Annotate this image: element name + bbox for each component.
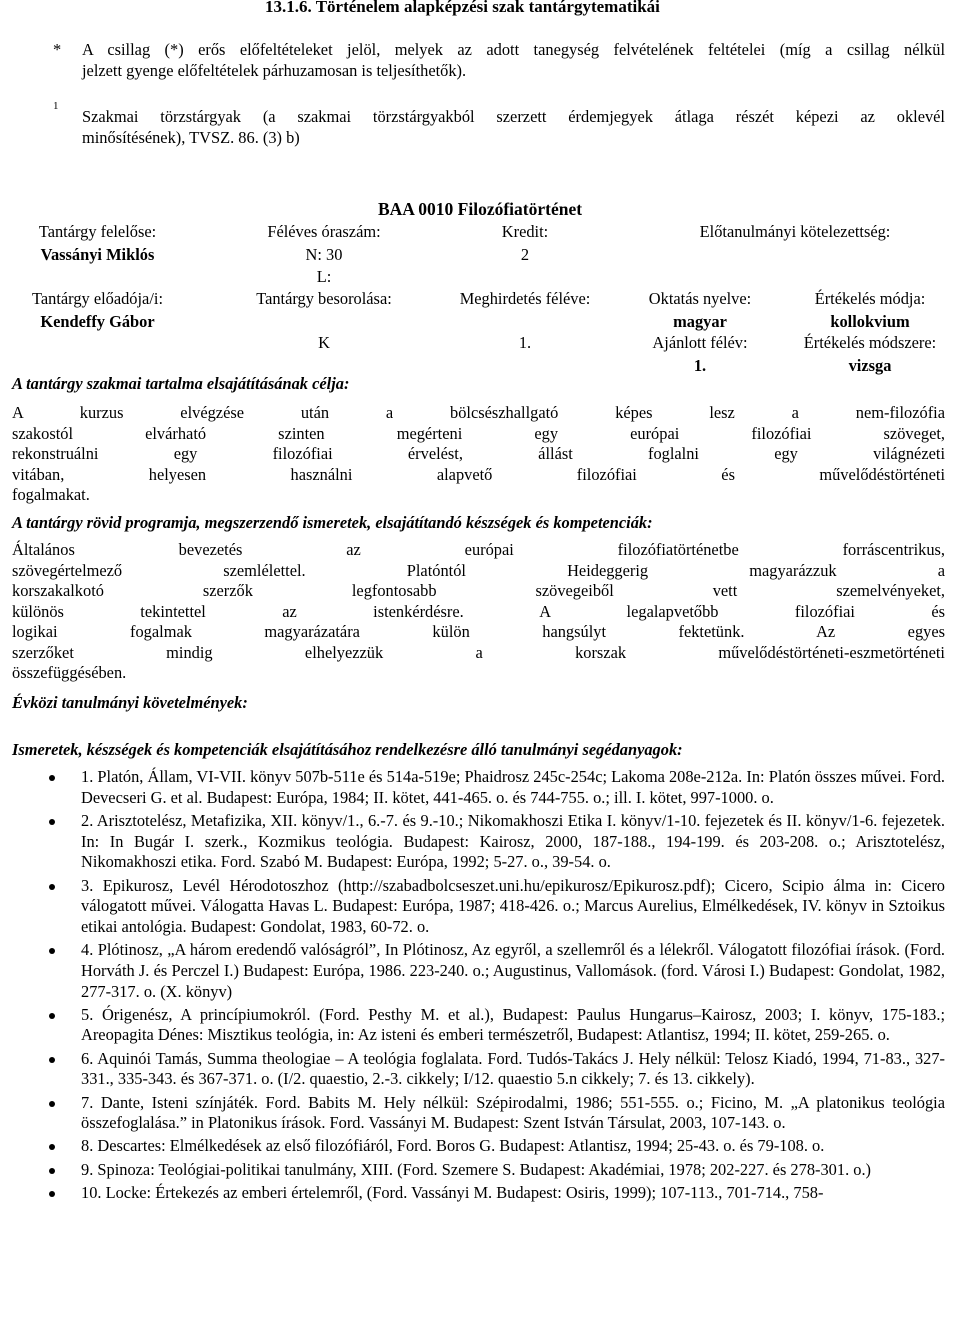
list-item bbox=[0, 1183, 945, 1204]
materials-heading: Ismeretek, készségek és kompetenciák elsajátításához rendelkezésre álló tanulmányi segédanyagok: bbox=[12, 740, 683, 759]
language-value: magyar bbox=[673, 312, 727, 331]
lecturer-name: Kendeffy Gábor bbox=[40, 312, 155, 331]
eval-method-label: Értékelés módszere: bbox=[803, 333, 937, 352]
semester-label: Meghirdetés féléve: bbox=[459, 289, 591, 308]
eval-method-value: vizsga bbox=[848, 356, 892, 375]
list-item bbox=[0, 767, 945, 808]
star-note-line: A csillag (*) erős előfeltételeket jelöl, melyek az adott tanegység felvételének feltételei (míg a csillag nélkül bbox=[82, 40, 945, 59]
materials-list bbox=[0, 767, 945, 1206]
bullet-icon bbox=[49, 1191, 55, 1197]
responsible-name: Vassányi Miklós bbox=[40, 245, 155, 264]
bullet-icon bbox=[49, 884, 55, 890]
list-item bbox=[0, 811, 945, 873]
list-item bbox=[0, 1160, 945, 1181]
program-line: korszakalkotó szerzők legfontosabb szövegeiből vett szemelvényeket, bbox=[12, 581, 945, 600]
star-note-line: jelzett gyenge előfeltételek párhuzamosan is teljesíthetők). bbox=[82, 61, 467, 80]
footnote-line: Szakmai törzstárgyak (a szakmai törzstárgyakból szerzett érdemjegyek átlaga részét képezi az oklevél bbox=[82, 107, 945, 126]
bullet-icon bbox=[49, 1144, 55, 1150]
goal-line: fogalmakat. bbox=[12, 485, 90, 504]
semester-value: 1. bbox=[518, 333, 532, 352]
program-line: összefüggésében. bbox=[12, 663, 127, 682]
bullet-icon bbox=[49, 1101, 55, 1107]
list-item bbox=[0, 1136, 945, 1157]
list-item bbox=[0, 1093, 945, 1134]
goal-line: szakostól elvárható szinten megérteni egy európai filozófiai szöveget, bbox=[12, 423, 945, 443]
lecturer-label: Tantárgy előadója/i: bbox=[32, 289, 163, 308]
program-line: szerzőket mindig elhelyezzük a korszak művelődéstörténeti-eszmetörténeti bbox=[12, 642, 945, 662]
recommended-value: 1. bbox=[693, 356, 707, 375]
reference-text: 4. Plótinosz, „A három eredendő valóságról”, In Plótinosz, Az egyről, a szellemről és a lélekről. Válogatott filozófiai írások. (Ford. Horváth J. és Perczel I.) Budapest: Európa, 1986. 223-240. o.; Augustinus, Vallomások. (ford. Városi I.) Budapest: Gondolat, 1982, 277-317. o. (X. könyv) bbox=[81, 940, 945, 1001]
program-line: logikai fogalmak magyarázatára külön hangsúlyt fektetünk. Az egyes bbox=[12, 622, 945, 641]
star-note-mark: * bbox=[53, 40, 62, 59]
bullet-icon bbox=[49, 775, 55, 781]
program-text bbox=[12, 540, 945, 684]
list-item bbox=[0, 1049, 945, 1090]
recommended-label: Ajánlott félév: bbox=[652, 333, 748, 352]
bullet-icon bbox=[49, 1168, 55, 1174]
reference-text: 6. Aquinói Tamás, Summa theologiae – A teológia foglalata. Ford. Tudós-Takács J. Hely nélkül: Telosz Kiadó, 1994, 71-83., 327-331., 335-343. és 367-371. o. (I/2. quaestio, 2.-3. cikkely; I/12. quaestio 5.n cikkely; 7. és 13. cikkely). bbox=[81, 1048, 945, 1089]
responsible-label: Tantárgy felelőse: bbox=[38, 222, 157, 241]
goal-heading: A tantárgy szakmai tartalma elsajátításának célja: bbox=[12, 374, 350, 393]
goal-line: A kurzus elvégzése után a bölcsészhallgató képes lesz a nem-filozófia bbox=[12, 403, 945, 422]
reference-text: 10. Locke: Értekezés az emberi értelemről, (Ford. Vassányi M. Budapest: Osiris, 1999); 107-113., 701-714., 758- bbox=[81, 1182, 824, 1202]
reference-text: 2. Arisztotelész, Metafizika, XII. könyv/1., 6.-7. és 9.-10.; Nikomakhoszi Etika I. könyv/1-10. fejezetek és II. könyv/1-6. fejezetek. In: In Bugár I. szerk., Kozmikus teológia. Budapest: Kairosz, 2000, 187-188., 194-199. és 203-208. o.; Arisztotelész, Nikomakhoszi etika. Ford. Szabó M. Budapest: Európa, 1992; 5-27. o., 39-54. o. bbox=[81, 810, 945, 872]
list-item bbox=[0, 940, 945, 1002]
hours-n: N: 30 bbox=[305, 245, 343, 264]
goal-line: rekonstruálni egy filozófiai érvelést, állást foglalni egy világnézeti bbox=[12, 444, 945, 463]
credit-label: Kredit: bbox=[501, 222, 549, 241]
goal-line: vitában, helyesen használni alapvető filozófiai és művelődéstörténeti bbox=[12, 464, 945, 484]
list-item bbox=[0, 876, 945, 938]
reference-text: 5. Órigenész, A princípiumokról. (Ford. Pesthy M. et al.), Budapest: Paulus Hungarus–Kairosz, 2003; I. könyv, 175-183.; Areopagita Dénes: Misztikus teológia, in: Az isteni és emberi természetről, Budapest: Atlantisz, 1994; II. kötet, 259-265. o. bbox=[81, 1004, 945, 1045]
language-label: Oktatás nyelve: bbox=[648, 289, 752, 308]
footnote-line: minősítésének), TVSZ. 86. (3) b) bbox=[82, 128, 300, 147]
credit-value: 2 bbox=[520, 245, 530, 264]
footnote-one-text bbox=[82, 106, 945, 148]
footnote-one-mark: 1 bbox=[53, 100, 59, 112]
hours-l: L: bbox=[316, 267, 332, 286]
star-note-text bbox=[82, 39, 945, 81]
requirements-heading: Évközi tanulmányi követelmények: bbox=[12, 693, 248, 712]
bullet-icon bbox=[49, 819, 55, 825]
reference-text: 7. Dante, Isteni színjáték. Ford. Babits M. Hely nélkül: Szépirodalmi, 1986; 551-555. o.; Ficino, M. „A platonikus teológia összefoglalása.” in Platonikus írások. Ford. Vassányi M. Budapest: Szent István Társulat, 2003, 107-143. o. bbox=[81, 1092, 945, 1133]
program-line: Általános bevezetés az európai filozófiatörténetbe forráscentrikus, bbox=[12, 540, 945, 559]
classification-value: K bbox=[318, 333, 330, 352]
eval-mode-label: Értékelés módja: bbox=[814, 289, 926, 308]
classification-label: Tantárgy besorolása: bbox=[256, 289, 392, 308]
bullet-icon bbox=[49, 1057, 55, 1063]
reference-text: 1. Platón, Állam, VI-VII. könyv 507b-511e és 514a-519e; Phaidrosz 245c-254c; Lakoma 208e-212a. In: Platón összes művei. Ford. Devecseri G. et al. Budapest: Európa, 1984; II. kötet, 441-465. o. és 744-755. o.; ill. I. kötet, 997-1000. o. bbox=[81, 767, 945, 807]
prereq-label: Előtanulmányi kötelezettség: bbox=[699, 222, 891, 241]
program-line: szövegértelmező szemlélettel. Platóntól Heideggerig magyarázzuk a bbox=[12, 560, 945, 580]
program-heading: A tantárgy rövid programja, megszerzendő ismeretek, elsajátítandó készségek és kompetenciák: bbox=[12, 513, 653, 532]
page-heading: 13.1.6. Történelem alapképzési szak tantárgytematikái bbox=[265, 0, 660, 16]
hours-label: Féléves óraszám: bbox=[267, 222, 381, 241]
list-item bbox=[0, 1005, 945, 1046]
reference-text: 8. Descartes: Elmélkedések az első filozófiáról, Ford. Boros G. Budapest: Atlantisz, 1994; 25-43. o. és 79-108. o. bbox=[81, 1136, 825, 1156]
goal-text bbox=[12, 403, 945, 506]
reference-text: 9. Spinoza: Teológiai-politikai tanulmány, XIII. (Ford. Szemere S. Budapest: Akadémiai, 1978; 202-227. és 278-301. o.) bbox=[81, 1159, 872, 1179]
reference-text: 3. Epikurosz, Levél Hérodotoszhoz (http://szabadbolcseszet.uni.hu/epikurosz/Epikurosz.pdf); Cicero, Scipio álma in: Cicero válogatott művei. Válogatta Havas L. Budapest: Európa, 1987; 418-426. o.; Marcus Aurelius, Elmélkedések, IV. könyv in Sztoikus etikai antológia. Budapest: Gondolat, 1983, 60-72. o. bbox=[81, 875, 945, 936]
bullet-icon bbox=[49, 1013, 55, 1019]
course-title: BAA 0010 Filozófiatörténet bbox=[377, 199, 583, 219]
eval-mode-value: kollokvium bbox=[830, 312, 910, 331]
bullet-icon bbox=[49, 948, 55, 954]
program-line: különös tekintettel az istenkérdésre. A legalapvetőbb filozófiai és bbox=[12, 601, 945, 621]
